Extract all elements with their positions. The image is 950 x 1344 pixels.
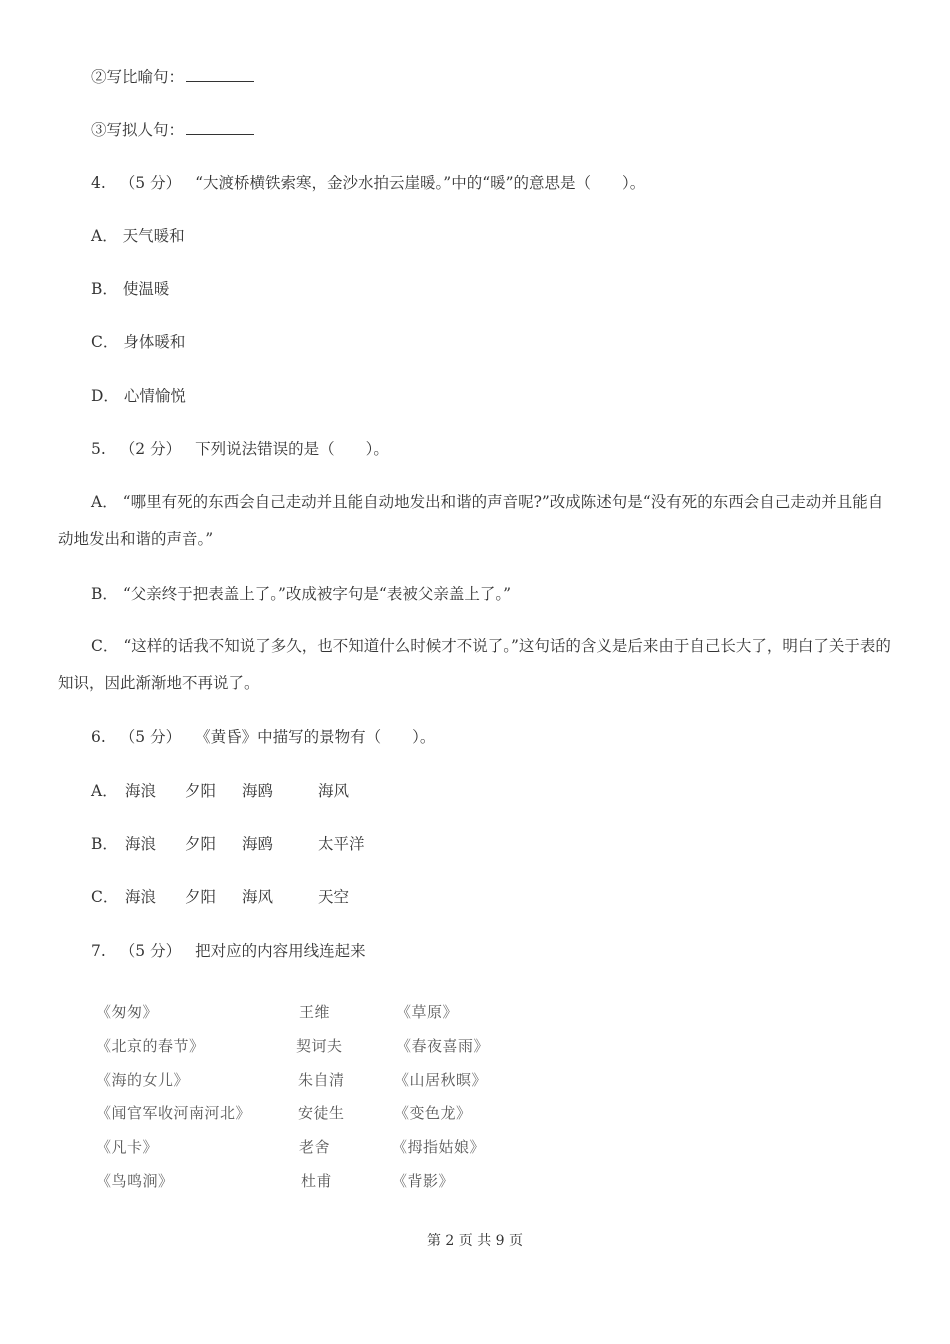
match-work-right[interactable]: 《变色龙》 bbox=[394, 1104, 472, 1122]
match-work-right[interactable]: 《草原》 bbox=[396, 1003, 459, 1021]
question-score: （5 分） bbox=[119, 728, 182, 746]
question-number: 4. bbox=[91, 174, 106, 192]
answer-blank[interactable] bbox=[186, 67, 254, 82]
match-author[interactable]: 契诃夫 bbox=[296, 1037, 343, 1055]
q5-option-a[interactable] bbox=[58, 484, 898, 558]
option-word: 夕阳 bbox=[185, 888, 217, 906]
page-footer: 第 2 页 共 9 页 bbox=[426, 1233, 524, 1249]
q5-option-c[interactable] bbox=[58, 628, 898, 702]
question-stem: 下列说法错误的是（ ）。 bbox=[195, 440, 389, 458]
q4-option-d[interactable] bbox=[91, 386, 186, 406]
option-letter: B． bbox=[91, 835, 118, 853]
question-7 bbox=[91, 941, 366, 961]
answer-blank[interactable] bbox=[186, 120, 254, 135]
option-letter: C． bbox=[91, 888, 119, 906]
q5-option-b[interactable] bbox=[91, 584, 511, 604]
option-word: 海风 bbox=[242, 888, 274, 906]
option-letter: A． bbox=[91, 227, 118, 245]
match-work[interactable]: 《北京的春节》 bbox=[96, 1037, 205, 1055]
question-4 bbox=[91, 173, 645, 193]
question-score: （2 分） bbox=[119, 440, 182, 458]
match-work[interactable]: 《鸟鸣涧》 bbox=[96, 1172, 174, 1190]
option-letter: C． bbox=[91, 333, 119, 351]
question-score: （5 分） bbox=[119, 942, 182, 960]
match-work[interactable]: 《凡卡》 bbox=[96, 1138, 159, 1156]
match-author[interactable]: 朱自清 bbox=[298, 1071, 345, 1089]
match-author[interactable]: 杜甫 bbox=[301, 1172, 333, 1190]
q4-option-b[interactable] bbox=[91, 279, 169, 299]
sub-item-label: ③写拟人句： bbox=[91, 121, 185, 139]
option-text: 使温暖 bbox=[122, 280, 170, 298]
option-word: 海风 bbox=[318, 782, 350, 800]
option-letter: A． bbox=[91, 493, 118, 511]
match-work-right[interactable]: 《背影》 bbox=[392, 1172, 455, 1190]
match-work-right[interactable]: 《拇指姑娘》 bbox=[392, 1138, 486, 1156]
option-word: 太平洋 bbox=[318, 835, 365, 853]
question-stem: “大渡桥横铁索寒，金沙水拍云崖暖。”中的“暖”的意思是（ ）。 bbox=[195, 174, 646, 192]
question-6 bbox=[91, 727, 435, 747]
sub-item-label: ②写比喻句： bbox=[91, 68, 185, 86]
option-word: 海鸥 bbox=[242, 835, 274, 853]
q4-option-a[interactable] bbox=[91, 226, 185, 246]
option-text: 心情愉悦 bbox=[123, 387, 186, 405]
question-5 bbox=[91, 439, 389, 459]
option-word: 海浪 bbox=[125, 835, 157, 853]
q6-option-b[interactable] bbox=[91, 834, 365, 854]
match-work-right[interactable]: 《山居秋暝》 bbox=[394, 1071, 488, 1089]
q6-option-a[interactable] bbox=[91, 781, 350, 801]
option-word: 夕阳 bbox=[185, 782, 217, 800]
option-letter: D． bbox=[91, 387, 119, 405]
sub-item-metaphor bbox=[91, 67, 254, 87]
option-letter: B． bbox=[91, 585, 118, 603]
option-text: “这样的话我不知说了多久，也不知道什么时候才不说了。”这句话的含义是后来由于自己长大了，明白了关于表的知识，因此渐渐地不再说了。 bbox=[58, 637, 891, 692]
q4-option-c[interactable] bbox=[91, 332, 185, 352]
sub-item-personification bbox=[91, 120, 254, 140]
option-text: “父亲终于把表盖上了。”改成被字句是“表被父亲盖上了。” bbox=[122, 585, 512, 603]
question-score: （5 分） bbox=[119, 174, 182, 192]
option-word: 天空 bbox=[318, 888, 350, 906]
q6-option-c[interactable] bbox=[91, 887, 350, 907]
question-stem: 《黄昏》中描写的景物有（ ）。 bbox=[195, 728, 436, 746]
question-number: 6. bbox=[91, 728, 106, 746]
match-author[interactable]: 王维 bbox=[299, 1003, 331, 1021]
question-number: 5. bbox=[91, 440, 106, 458]
option-letter: C． bbox=[91, 637, 119, 655]
option-text: 天气暖和 bbox=[122, 227, 185, 245]
match-author[interactable]: 安徒生 bbox=[298, 1104, 345, 1122]
question-stem: 把对应的内容用线连起来 bbox=[195, 942, 366, 960]
match-work[interactable]: 《匆匆》 bbox=[96, 1003, 159, 1021]
option-text: “哪里有死的东西会自己走动并且能自动地发出和谐的声音呢?”改成陈述句是“没有死的东西会自己走动并且能自动地发出和谐的声音。” bbox=[58, 493, 884, 548]
match-work[interactable]: 《海的女儿》 bbox=[96, 1071, 190, 1089]
option-word: 海鸥 bbox=[242, 782, 274, 800]
match-work-right[interactable]: 《春夜喜雨》 bbox=[396, 1037, 490, 1055]
question-number: 7. bbox=[91, 942, 106, 960]
match-author[interactable]: 老舍 bbox=[299, 1138, 331, 1156]
option-text: 身体暖和 bbox=[123, 333, 186, 351]
option-letter: B． bbox=[91, 280, 118, 298]
option-word: 海浪 bbox=[125, 782, 157, 800]
match-work[interactable]: 《闻官军收河南河北》 bbox=[96, 1104, 252, 1122]
option-word: 海浪 bbox=[125, 888, 157, 906]
option-word: 夕阳 bbox=[185, 835, 217, 853]
option-letter: A． bbox=[91, 782, 118, 800]
